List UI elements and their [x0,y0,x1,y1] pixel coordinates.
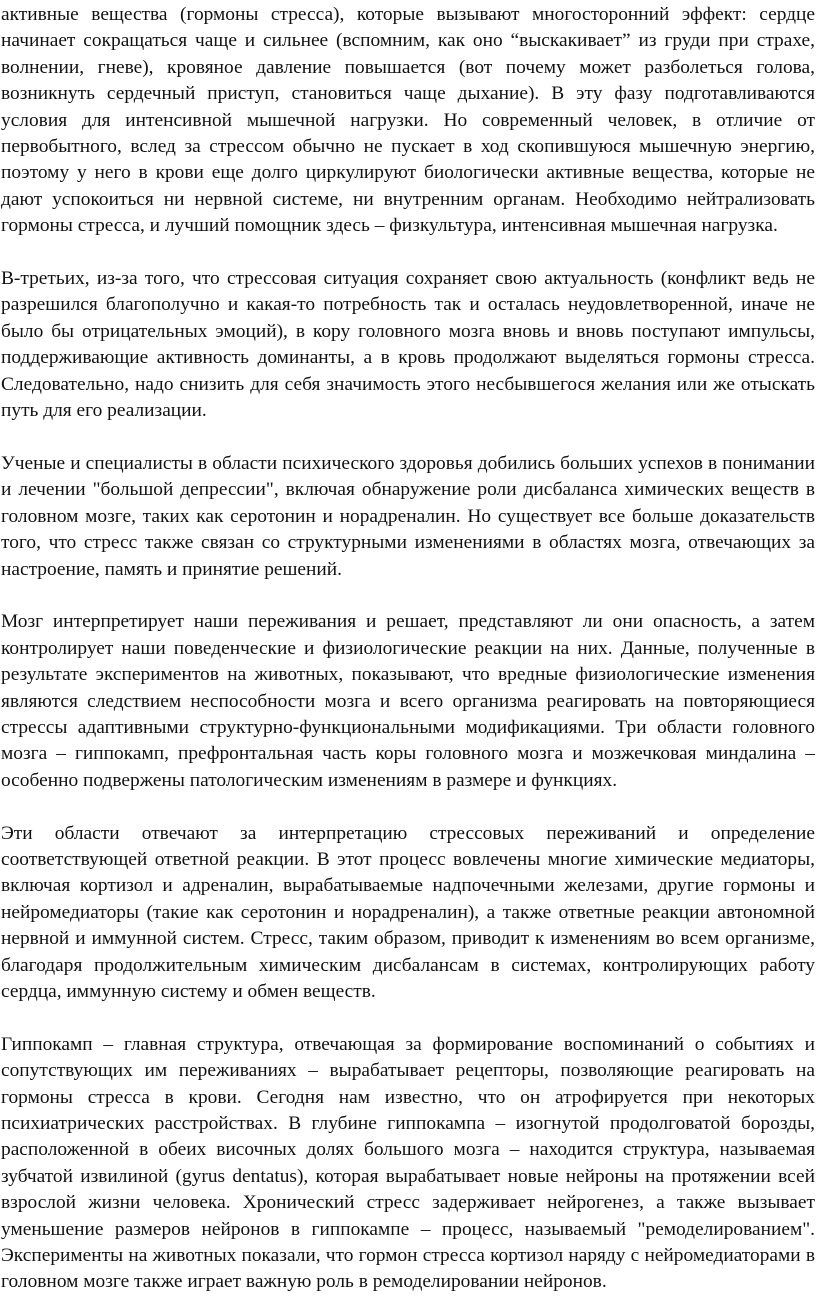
paragraph-stress-hormones: активные вещества (гормоны стресса), которые вызывают многосторонний эффект: сердце начинает сокращаться чаще и сильнее (вспомним, как оно “выскакивает” из груди при страхе, волнении, гневе), кровяное давление повышается (вот почему может разболеться голова, возникнуть сердечный приступ, становиться чаще дыхание). В эту фазу подготавливаются условия для интенсивной мышечной нагрузки. Но современный человек, в отличие от первобытного, вслед за стрессом обычно не пускает в ход скопившуюся мышечную энергию, поэтому у него в крови еще долго циркулируют биологически активные вещества, которые не дают успокоиться ни нервной системе, ни внутренним органам. Необходимо нейтрализовать гормоны стресса, и лучший помощник здесь – физкультура, интенсивная мышечная нагрузка. [1,4,815,237]
paragraph-hippocampus: Гиппокамп – главная структура, отвечающая за формирование воспоминаний о событиях и сопутствующих им переживаниях – вырабатывает рецепторы, позволяющие реагировать на гормоны стресса в крови. Сегодня нам известно, что он атрофируется при некоторых психиатрических расстройствах. В глубине гиппокампа – изогнутой продолговатой борозды, расположенной в обеих височных долях большого мозга – находится структура, называемая зубчатой извилиной (gyrus dentatus), которая вырабатывает новые нейроны на протяжении всей взрослой жизни человека. Хронический стресс задерживает нейрогенез, а также вызывает уменьшение размеров нейронов в гиппокампе – процесс, называемый "ремоделированием". Эксперименты на животных показали, что гормон стресса кортизол наряду с нейромедиаторами в головном мозге также играет важную роль в ремоделировании нейронов. [1,1033,815,1293]
paragraph-brain-interpretation: Мозг интерпретирует наши переживания и решает, представляют ли они опасность, а затем контролирует наши поведенческие и физиологические реакции на них. Данные, полученные в результате экспериментов на животных, показывают, что вредные физиологические изменения являются следствием неспособности мозга и всего организма реагировать на повторяющиеся стрессы адаптивными структурно-функциональными модификациями. Три области головного мозга – гиппокамп, префронтальная часть коры головного мозга и мозжечковая миндалина – особенно подвержены патологическим изменениям в размере и функциях. [1,611,815,791]
paragraph-brain-regions: Эти области отвечают за интерпретацию стрессовых переживаний и определение соответствующей ответной реакции. В этот процесс вовлечены многие химические медиаторы, включая кортизол и адреналин, вырабатываемые надпочечными железами, другие гормоны и нейромедиаторы (такие как серотонин и норадреналин), а также ответные реакции автономной нервной и иммунной систем. Стресс, таким образом, приводит к изменениям во всем организме, благодаря продолжительным химическим дисбалансам в системах, контролирующих работу сердца, иммунную систему и обмен веществ. [1,822,815,1002]
paragraph-depression-research: Ученые и специалисты в области психического здоровья добились больших успехов в понимании и лечении "большой депрессии", включая обнаружение роли дисбаланса химических веществ в головном мозге, таких как серотонин и норадреналин. Но существует все больше доказательств того, что стресс также связан со структурными изменениями в областях мозга, отвечающих за настроение, память и принятие решений. [1,452,815,580]
paragraph-thirdly: В-третьих, из-за того, что стрессовая ситуация сохраняет свою актуальность (конфликт ведь не разрешился благополучно и какая-то потребность так и осталась неудовлетворенной, иначе не было бы отрицательных эмоций), в кору головного мозга вновь и вновь поступают импульсы, поддерживающие активность доминанты, а в кровь продолжают выделяться гормоны стресса. Следовательно, надо снизить для себя значимость этого несбывшегося желания или же отыскать путь для его реализации. [1,268,815,422]
document-page [0,2,816,1293]
